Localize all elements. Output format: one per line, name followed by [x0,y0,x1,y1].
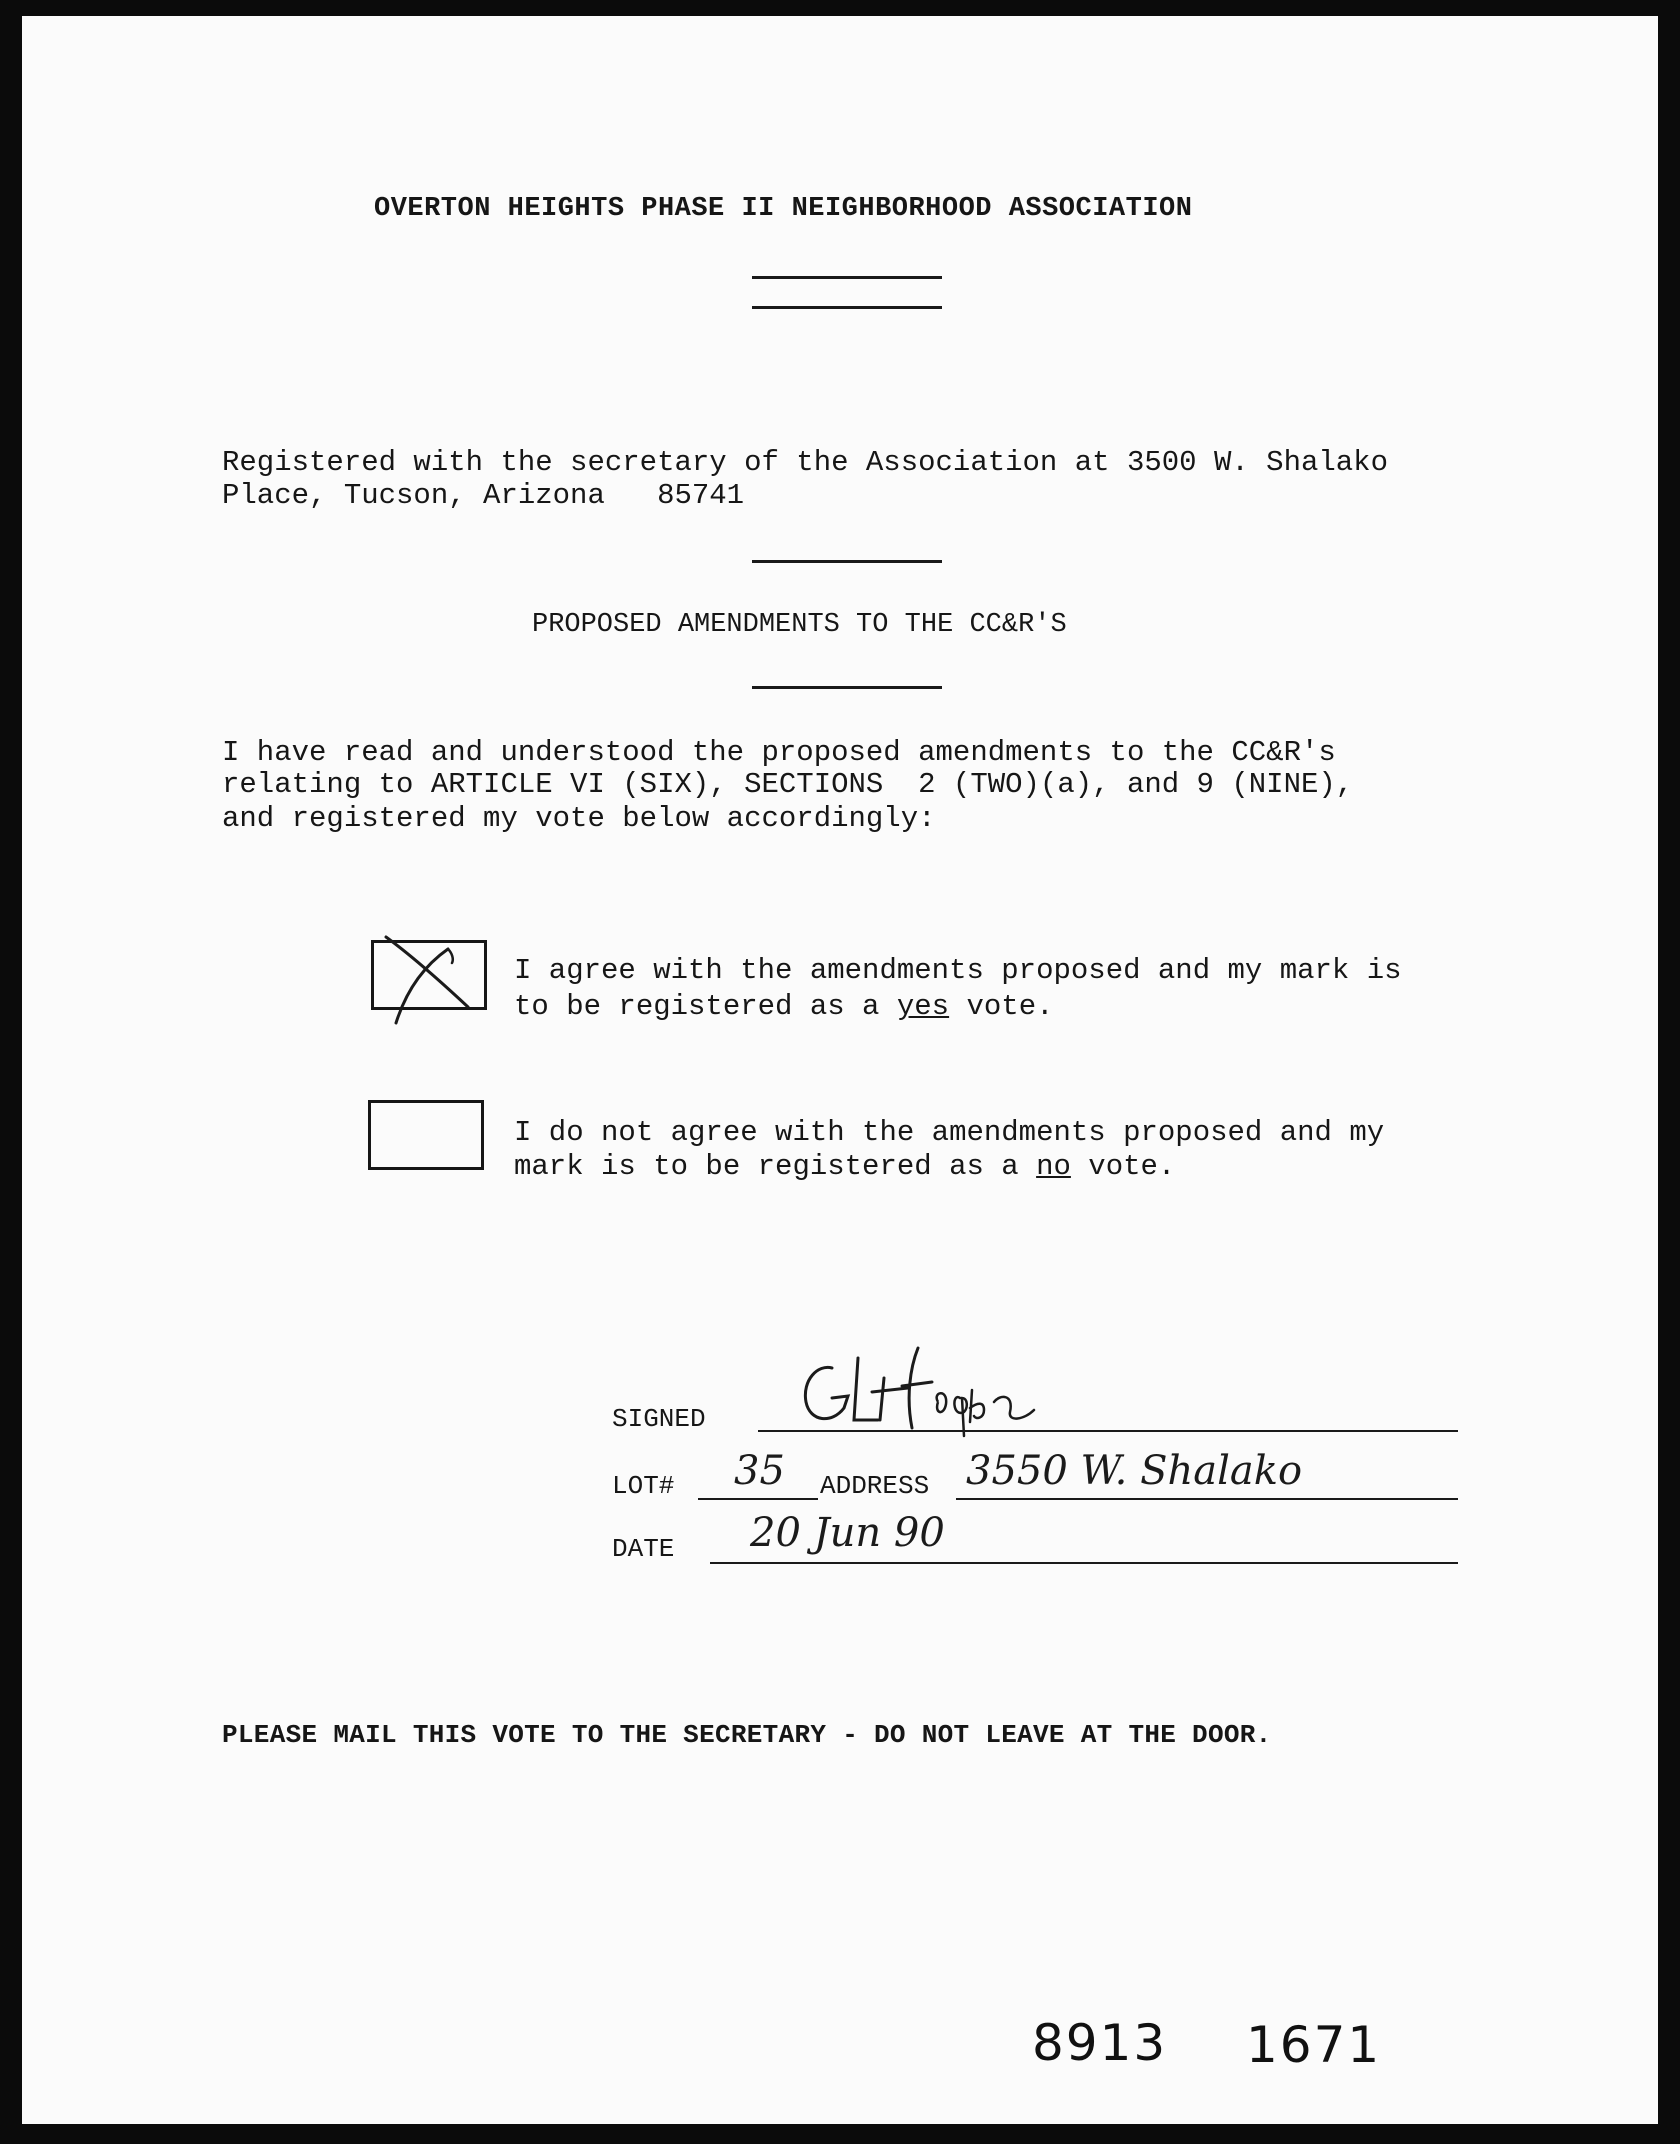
no-vote-text: mark is to be registered as a no vote. [514,1150,1176,1183]
address-value: 3550 W. Shalako [966,1448,1303,1494]
statement-text: I have read and understood the proposed amendments to the CC&R's [222,736,1336,769]
no-vote-text: I do not agree with the amendments proposed and my [514,1116,1385,1149]
registration-address: Registered with the secretary of the Association at 3500 W. Shalako [222,446,1388,479]
statement-text: relating to ARTICLE VI (SIX), SECTIONS 2 (TWO)(a), and 9 (NINE), [222,768,1354,801]
signed-label: SIGNED [612,1404,706,1434]
no-word: no [1036,1150,1071,1183]
x-mark-icon [368,929,488,1029]
divider [752,276,942,279]
lot-number: 35 [734,1448,785,1494]
date-value: 20 Jun 90 [750,1510,945,1556]
registration-city: Place, Tucson, Arizona 85741 [222,479,745,512]
amendments-heading: PROPOSED AMENDMENTS TO THE CC&R'S [532,610,1067,640]
statement-text: and registered my vote below accordingly: [222,802,936,835]
no-vote-checkbox[interactable] [368,1100,484,1170]
yes-word: yes [896,990,950,1023]
handwritten-signature [788,1328,1068,1438]
date-line [710,1562,1458,1564]
page-title: OVERTON HEIGHTS PHASE II NEIGHBORHOOD ASSOCIATION [374,194,1193,224]
yes-vote-text: to be registered as a yes vote. [514,990,1054,1023]
address-line [956,1498,1458,1500]
mail-notice: PLEASE MAIL THIS VOTE TO THE SECRETARY - DO NOT LEAVE AT THE DOOR. [222,1720,1272,1750]
divider [752,306,942,309]
divider [752,560,942,563]
address-label: ADDRESS [820,1471,930,1501]
date-label: DATE [612,1534,675,1564]
divider [752,686,942,689]
document-number: 8913 [1032,2014,1168,2072]
yes-vote-checkbox[interactable] [371,940,487,1010]
document-page [22,16,1658,2124]
lot-line [698,1498,818,1500]
lot-label: LOT# [612,1471,675,1501]
yes-vote-text: I agree with the amendments proposed and my mark is [514,954,1402,987]
document-number: 1671 [1246,2016,1382,2074]
